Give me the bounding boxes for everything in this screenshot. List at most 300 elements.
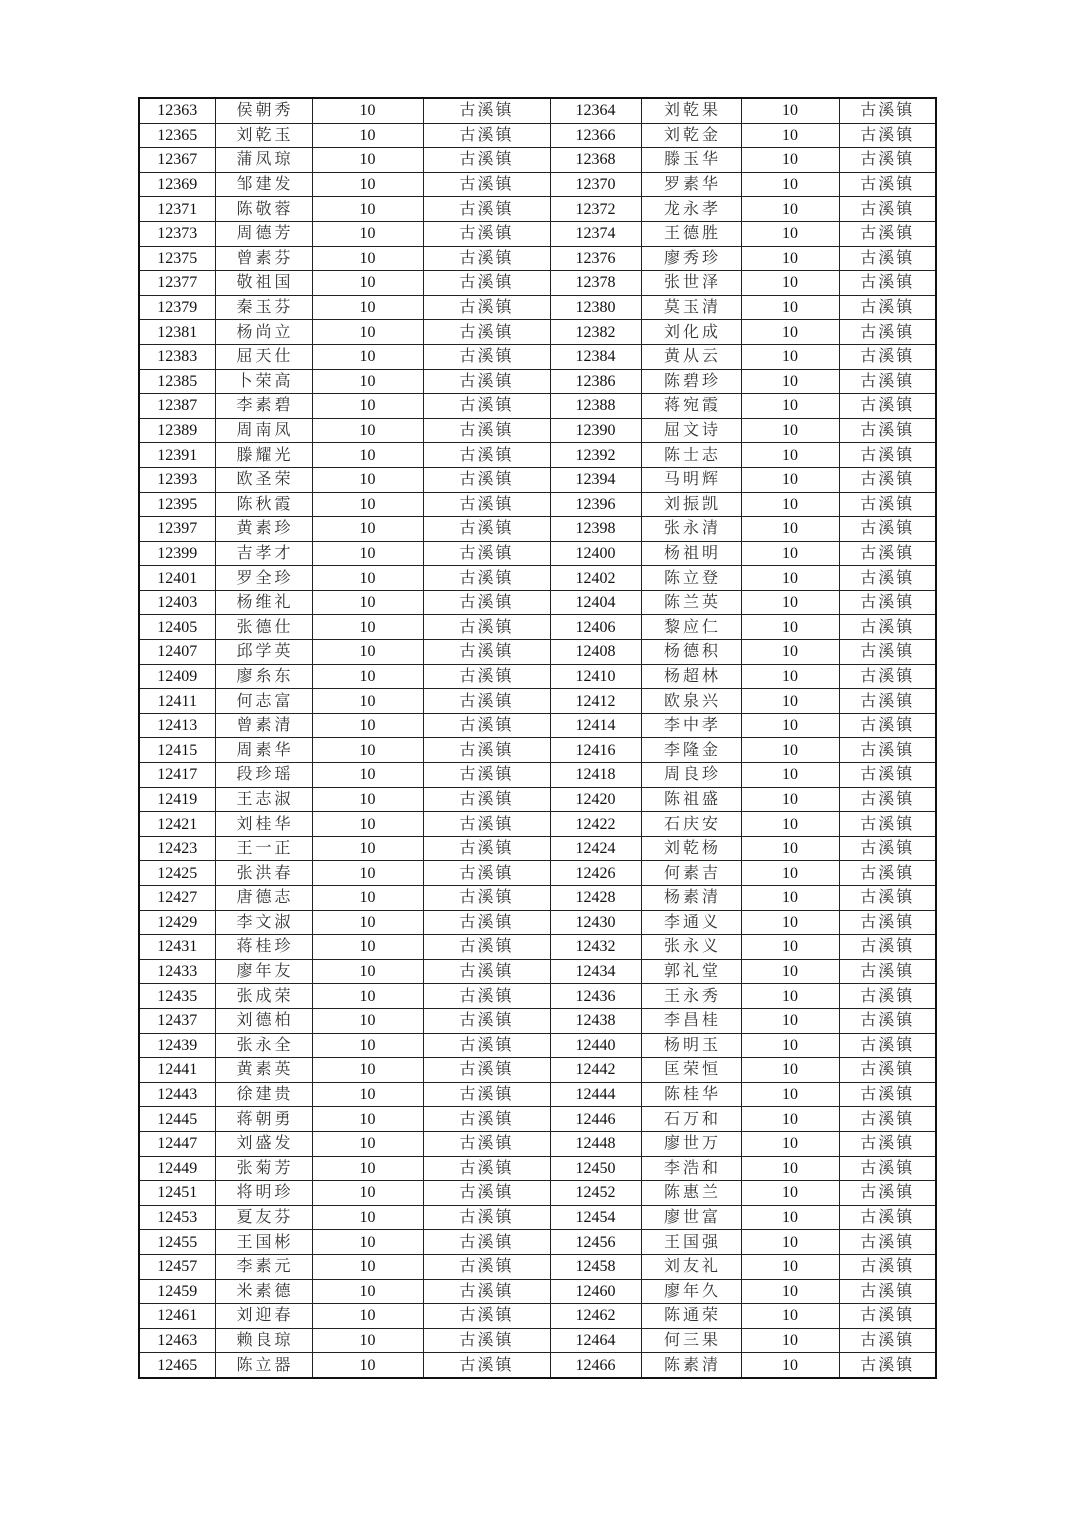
person-name-cell: 周良珍	[641, 763, 741, 788]
row-id-cell: 12405	[139, 615, 215, 640]
amount-cell: 10	[312, 1033, 423, 1058]
amount-cell: 10	[312, 492, 423, 517]
row-id-cell: 12377	[139, 271, 215, 296]
amount-cell: 10	[312, 517, 423, 542]
row-id-cell: 12385	[139, 369, 215, 394]
person-name-cell: 曾素芬	[215, 246, 312, 271]
person-name-cell: 莫玉清	[641, 295, 741, 320]
roster-table	[138, 97, 937, 1379]
amount-cell: 10	[312, 1353, 423, 1378]
amount-cell: 10	[312, 320, 423, 345]
person-name-cell: 刘友礼	[641, 1254, 741, 1279]
table-row	[139, 1353, 936, 1378]
person-name-cell: 李隆金	[641, 738, 741, 763]
person-name-cell: 黄从云	[641, 344, 741, 369]
amount-cell: 10	[741, 689, 839, 714]
town-cell: 古溪镇	[839, 664, 936, 689]
amount-cell: 10	[312, 98, 423, 123]
row-id-cell: 12428	[550, 886, 641, 911]
person-name-cell: 屈天仕	[215, 344, 312, 369]
amount-cell: 10	[741, 148, 839, 173]
person-name-cell: 陈素清	[641, 1353, 741, 1378]
person-name-cell: 陈秋霞	[215, 492, 312, 517]
person-name-cell: 李素元	[215, 1254, 312, 1279]
table-row	[139, 172, 936, 197]
row-id-cell: 12384	[550, 344, 641, 369]
person-name-cell: 刘乾玉	[215, 123, 312, 148]
person-name-cell: 刘迎春	[215, 1304, 312, 1329]
town-cell: 古溪镇	[423, 344, 550, 369]
town-cell: 古溪镇	[423, 640, 550, 665]
person-name-cell: 曾素清	[215, 713, 312, 738]
town-cell: 古溪镇	[423, 910, 550, 935]
table-row	[139, 1033, 936, 1058]
row-id-cell: 12373	[139, 221, 215, 246]
person-name-cell: 王国彬	[215, 1230, 312, 1255]
town-cell: 古溪镇	[423, 98, 550, 123]
row-id-cell: 12454	[550, 1205, 641, 1230]
row-id-cell: 12412	[550, 689, 641, 714]
person-name-cell: 何志富	[215, 689, 312, 714]
person-name-cell: 刘化成	[641, 320, 741, 345]
person-name-cell: 刘德柏	[215, 1008, 312, 1033]
row-id-cell: 12436	[550, 984, 641, 1009]
row-id-cell: 12459	[139, 1279, 215, 1304]
person-name-cell: 邱学英	[215, 640, 312, 665]
amount-cell: 10	[312, 812, 423, 837]
amount-cell: 10	[741, 787, 839, 812]
amount-cell: 10	[741, 1156, 839, 1181]
amount-cell: 10	[312, 1304, 423, 1329]
person-name-cell: 周素华	[215, 738, 312, 763]
table-row	[139, 640, 936, 665]
row-id-cell: 12417	[139, 763, 215, 788]
row-id-cell: 12426	[550, 861, 641, 886]
town-cell: 古溪镇	[423, 959, 550, 984]
amount-cell: 10	[312, 246, 423, 271]
person-name-cell: 黄素珍	[215, 517, 312, 542]
amount-cell: 10	[741, 197, 839, 222]
row-id-cell: 12391	[139, 443, 215, 468]
row-id-cell: 12451	[139, 1181, 215, 1206]
person-name-cell: 侯朝秀	[215, 98, 312, 123]
row-id-cell: 12456	[550, 1230, 641, 1255]
town-cell: 古溪镇	[839, 566, 936, 591]
table-row	[139, 123, 936, 148]
row-id-cell: 12446	[550, 1107, 641, 1132]
person-name-cell: 李素碧	[215, 394, 312, 419]
row-id-cell: 12463	[139, 1328, 215, 1353]
row-id-cell: 12439	[139, 1033, 215, 1058]
town-cell: 古溪镇	[839, 148, 936, 173]
amount-cell: 10	[312, 664, 423, 689]
town-cell: 古溪镇	[423, 1279, 550, 1304]
amount-cell: 10	[741, 1230, 839, 1255]
town-cell: 古溪镇	[839, 590, 936, 615]
town-cell: 古溪镇	[423, 984, 550, 1009]
row-id-cell: 12424	[550, 836, 641, 861]
person-name-cell: 秦玉芬	[215, 295, 312, 320]
row-id-cell: 12450	[550, 1156, 641, 1181]
person-name-cell: 罗全珍	[215, 566, 312, 591]
table-row	[139, 763, 936, 788]
amount-cell: 10	[312, 689, 423, 714]
table-row	[139, 836, 936, 861]
table-row	[139, 959, 936, 984]
row-id-cell: 12430	[550, 910, 641, 935]
amount-cell: 10	[741, 394, 839, 419]
amount-cell: 10	[312, 1156, 423, 1181]
town-cell: 古溪镇	[839, 959, 936, 984]
town-cell: 古溪镇	[839, 246, 936, 271]
town-cell: 古溪镇	[423, 689, 550, 714]
person-name-cell: 陈兰英	[641, 590, 741, 615]
row-id-cell: 12400	[550, 541, 641, 566]
table-row	[139, 689, 936, 714]
person-name-cell: 石庆安	[641, 812, 741, 837]
town-cell: 古溪镇	[423, 713, 550, 738]
amount-cell: 10	[312, 935, 423, 960]
row-id-cell: 12435	[139, 984, 215, 1009]
person-name-cell: 刘盛发	[215, 1131, 312, 1156]
table-row	[139, 295, 936, 320]
table-row	[139, 590, 936, 615]
row-id-cell: 12369	[139, 172, 215, 197]
town-cell: 古溪镇	[839, 1082, 936, 1107]
row-id-cell: 12367	[139, 148, 215, 173]
person-name-cell: 李文淑	[215, 910, 312, 935]
amount-cell: 10	[312, 1328, 423, 1353]
amount-cell: 10	[741, 1107, 839, 1132]
amount-cell: 10	[312, 1058, 423, 1083]
row-id-cell: 12371	[139, 197, 215, 222]
town-cell: 古溪镇	[423, 148, 550, 173]
person-name-cell: 杨祖明	[641, 541, 741, 566]
row-id-cell: 12401	[139, 566, 215, 591]
row-id-cell: 12410	[550, 664, 641, 689]
amount-cell: 10	[741, 590, 839, 615]
person-name-cell: 敬祖国	[215, 271, 312, 296]
amount-cell: 10	[741, 369, 839, 394]
amount-cell: 10	[741, 1205, 839, 1230]
row-id-cell: 12444	[550, 1082, 641, 1107]
town-cell: 古溪镇	[423, 590, 550, 615]
amount-cell: 10	[312, 271, 423, 296]
person-name-cell: 罗素华	[641, 172, 741, 197]
row-id-cell: 12429	[139, 910, 215, 935]
row-id-cell: 12408	[550, 640, 641, 665]
amount-cell: 10	[741, 271, 839, 296]
table-row	[139, 320, 936, 345]
row-id-cell: 12440	[550, 1033, 641, 1058]
town-cell: 古溪镇	[423, 394, 550, 419]
table-row	[139, 443, 936, 468]
table-row	[139, 1082, 936, 1107]
amount-cell: 10	[312, 861, 423, 886]
town-cell: 古溪镇	[423, 615, 550, 640]
town-cell: 古溪镇	[839, 1033, 936, 1058]
person-name-cell: 杨尚立	[215, 320, 312, 345]
row-id-cell: 12455	[139, 1230, 215, 1255]
amount-cell: 10	[312, 590, 423, 615]
amount-cell: 10	[741, 738, 839, 763]
person-name-cell: 张永清	[641, 517, 741, 542]
town-cell: 古溪镇	[839, 443, 936, 468]
person-name-cell: 刘乾果	[641, 98, 741, 123]
amount-cell: 10	[741, 959, 839, 984]
town-cell: 古溪镇	[839, 295, 936, 320]
person-name-cell: 赖良琼	[215, 1328, 312, 1353]
town-cell: 古溪镇	[423, 763, 550, 788]
row-id-cell: 12447	[139, 1131, 215, 1156]
amount-cell: 10	[312, 295, 423, 320]
row-id-cell: 12449	[139, 1156, 215, 1181]
row-id-cell: 12363	[139, 98, 215, 123]
row-id-cell: 12466	[550, 1353, 641, 1378]
town-cell: 古溪镇	[839, 492, 936, 517]
amount-cell: 10	[741, 1033, 839, 1058]
table-row	[139, 541, 936, 566]
row-id-cell: 12437	[139, 1008, 215, 1033]
amount-cell: 10	[741, 1082, 839, 1107]
person-name-cell: 蒋桂珍	[215, 935, 312, 960]
table-row	[139, 861, 936, 886]
row-id-cell: 12372	[550, 197, 641, 222]
person-name-cell: 李通义	[641, 910, 741, 935]
table-row	[139, 98, 936, 123]
person-name-cell: 陈碧珍	[641, 369, 741, 394]
table-row	[139, 246, 936, 271]
person-name-cell: 廖秀珍	[641, 246, 741, 271]
town-cell: 古溪镇	[423, 172, 550, 197]
table-row	[139, 935, 936, 960]
town-cell: 古溪镇	[423, 1082, 550, 1107]
person-name-cell: 陈立器	[215, 1353, 312, 1378]
town-cell: 古溪镇	[423, 566, 550, 591]
amount-cell: 10	[312, 984, 423, 1009]
amount-cell: 10	[312, 1205, 423, 1230]
row-id-cell: 12460	[550, 1279, 641, 1304]
person-name-cell: 杨德积	[641, 640, 741, 665]
person-name-cell: 唐德志	[215, 886, 312, 911]
row-id-cell: 12390	[550, 418, 641, 443]
person-name-cell: 蒋朝勇	[215, 1107, 312, 1132]
row-id-cell: 12365	[139, 123, 215, 148]
table-row	[139, 271, 936, 296]
amount-cell: 10	[312, 221, 423, 246]
row-id-cell: 12411	[139, 689, 215, 714]
row-id-cell: 12389	[139, 418, 215, 443]
town-cell: 古溪镇	[839, 1279, 936, 1304]
row-id-cell: 12425	[139, 861, 215, 886]
person-name-cell: 陈敬蓉	[215, 197, 312, 222]
town-cell: 古溪镇	[839, 836, 936, 861]
person-name-cell: 杨明玉	[641, 1033, 741, 1058]
amount-cell: 10	[741, 910, 839, 935]
amount-cell: 10	[741, 1304, 839, 1329]
town-cell: 古溪镇	[423, 271, 550, 296]
amount-cell: 10	[741, 443, 839, 468]
town-cell: 古溪镇	[839, 418, 936, 443]
amount-cell: 10	[741, 123, 839, 148]
town-cell: 古溪镇	[839, 1205, 936, 1230]
table-row	[139, 1131, 936, 1156]
person-name-cell: 张永义	[641, 935, 741, 960]
town-cell: 古溪镇	[423, 541, 550, 566]
town-cell: 古溪镇	[423, 369, 550, 394]
person-name-cell: 张菊芳	[215, 1156, 312, 1181]
person-name-cell: 陈士志	[641, 443, 741, 468]
amount-cell: 10	[741, 1254, 839, 1279]
amount-cell: 10	[312, 640, 423, 665]
amount-cell: 10	[312, 713, 423, 738]
town-cell: 古溪镇	[839, 984, 936, 1009]
person-name-cell: 欧泉兴	[641, 689, 741, 714]
town-cell: 古溪镇	[423, 295, 550, 320]
row-id-cell: 12403	[139, 590, 215, 615]
person-name-cell: 何三果	[641, 1328, 741, 1353]
town-cell: 古溪镇	[839, 1353, 936, 1378]
amount-cell: 10	[741, 1131, 839, 1156]
table-row	[139, 910, 936, 935]
person-name-cell: 米素德	[215, 1279, 312, 1304]
town-cell: 古溪镇	[423, 443, 550, 468]
amount-cell: 10	[741, 1008, 839, 1033]
table-row	[139, 418, 936, 443]
row-id-cell: 12413	[139, 713, 215, 738]
row-id-cell: 12388	[550, 394, 641, 419]
person-name-cell: 卜荣高	[215, 369, 312, 394]
amount-cell: 10	[312, 344, 423, 369]
row-id-cell: 12402	[550, 566, 641, 591]
table-row	[139, 344, 936, 369]
table-row	[139, 886, 936, 911]
town-cell: 古溪镇	[423, 467, 550, 492]
person-name-cell: 陈桂华	[641, 1082, 741, 1107]
town-cell: 古溪镇	[839, 1008, 936, 1033]
person-name-cell: 周德芳	[215, 221, 312, 246]
amount-cell: 10	[741, 861, 839, 886]
amount-cell: 10	[312, 1254, 423, 1279]
amount-cell: 10	[312, 787, 423, 812]
amount-cell: 10	[741, 1279, 839, 1304]
town-cell: 古溪镇	[839, 763, 936, 788]
row-id-cell: 12418	[550, 763, 641, 788]
person-name-cell: 廖糸东	[215, 664, 312, 689]
town-cell: 古溪镇	[839, 517, 936, 542]
row-id-cell: 12374	[550, 221, 641, 246]
row-id-cell: 12432	[550, 935, 641, 960]
town-cell: 古溪镇	[839, 1107, 936, 1132]
amount-cell: 10	[741, 295, 839, 320]
row-id-cell: 12423	[139, 836, 215, 861]
town-cell: 古溪镇	[423, 492, 550, 517]
town-cell: 古溪镇	[423, 1131, 550, 1156]
town-cell: 古溪镇	[839, 123, 936, 148]
person-name-cell: 廖世富	[641, 1205, 741, 1230]
row-id-cell: 12409	[139, 664, 215, 689]
town-cell: 古溪镇	[839, 886, 936, 911]
row-id-cell: 12383	[139, 344, 215, 369]
person-name-cell: 王德胜	[641, 221, 741, 246]
row-id-cell: 12438	[550, 1008, 641, 1033]
amount-cell: 10	[741, 566, 839, 591]
person-name-cell: 廖年友	[215, 959, 312, 984]
person-name-cell: 夏友芬	[215, 1205, 312, 1230]
row-id-cell: 12422	[550, 812, 641, 837]
row-id-cell: 12443	[139, 1082, 215, 1107]
row-id-cell: 12370	[550, 172, 641, 197]
person-name-cell: 匡荣恒	[641, 1058, 741, 1083]
amount-cell: 10	[312, 910, 423, 935]
town-cell: 古溪镇	[423, 1254, 550, 1279]
town-cell: 古溪镇	[423, 197, 550, 222]
amount-cell: 10	[741, 172, 839, 197]
town-cell: 古溪镇	[423, 1156, 550, 1181]
table-row	[139, 1156, 936, 1181]
town-cell: 古溪镇	[839, 172, 936, 197]
person-name-cell: 李浩和	[641, 1156, 741, 1181]
person-name-cell: 陈通荣	[641, 1304, 741, 1329]
town-cell: 古溪镇	[423, 1304, 550, 1329]
table-row	[139, 664, 936, 689]
table-row	[139, 517, 936, 542]
table-row	[139, 394, 936, 419]
person-name-cell: 张洪春	[215, 861, 312, 886]
row-id-cell: 12395	[139, 492, 215, 517]
town-cell: 古溪镇	[839, 1328, 936, 1353]
town-cell: 古溪镇	[423, 418, 550, 443]
town-cell: 古溪镇	[423, 1205, 550, 1230]
amount-cell: 10	[312, 1107, 423, 1132]
person-name-cell: 滕玉华	[641, 148, 741, 173]
person-name-cell: 何素吉	[641, 861, 741, 886]
row-id-cell: 12419	[139, 787, 215, 812]
amount-cell: 10	[741, 517, 839, 542]
row-id-cell: 12392	[550, 443, 641, 468]
amount-cell: 10	[741, 886, 839, 911]
amount-cell: 10	[741, 467, 839, 492]
town-cell: 古溪镇	[839, 369, 936, 394]
town-cell: 古溪镇	[839, 467, 936, 492]
town-cell: 古溪镇	[839, 1254, 936, 1279]
table-row	[139, 1279, 936, 1304]
town-cell: 古溪镇	[423, 738, 550, 763]
person-name-cell: 段珍瑶	[215, 763, 312, 788]
row-id-cell: 12433	[139, 959, 215, 984]
town-cell: 古溪镇	[423, 787, 550, 812]
amount-cell: 10	[741, 615, 839, 640]
town-cell: 古溪镇	[839, 1230, 936, 1255]
person-name-cell: 刘振凯	[641, 492, 741, 517]
town-cell: 古溪镇	[423, 221, 550, 246]
row-id-cell: 12381	[139, 320, 215, 345]
row-id-cell: 12407	[139, 640, 215, 665]
town-cell: 古溪镇	[423, 517, 550, 542]
amount-cell: 10	[741, 246, 839, 271]
amount-cell: 10	[741, 492, 839, 517]
person-name-cell: 李昌桂	[641, 1008, 741, 1033]
amount-cell: 10	[312, 1082, 423, 1107]
row-id-cell: 12462	[550, 1304, 641, 1329]
amount-cell: 10	[741, 344, 839, 369]
town-cell: 古溪镇	[839, 1131, 936, 1156]
person-name-cell: 张世泽	[641, 271, 741, 296]
row-id-cell: 12427	[139, 886, 215, 911]
town-cell: 古溪镇	[423, 935, 550, 960]
town-cell: 古溪镇	[839, 738, 936, 763]
amount-cell: 10	[312, 467, 423, 492]
